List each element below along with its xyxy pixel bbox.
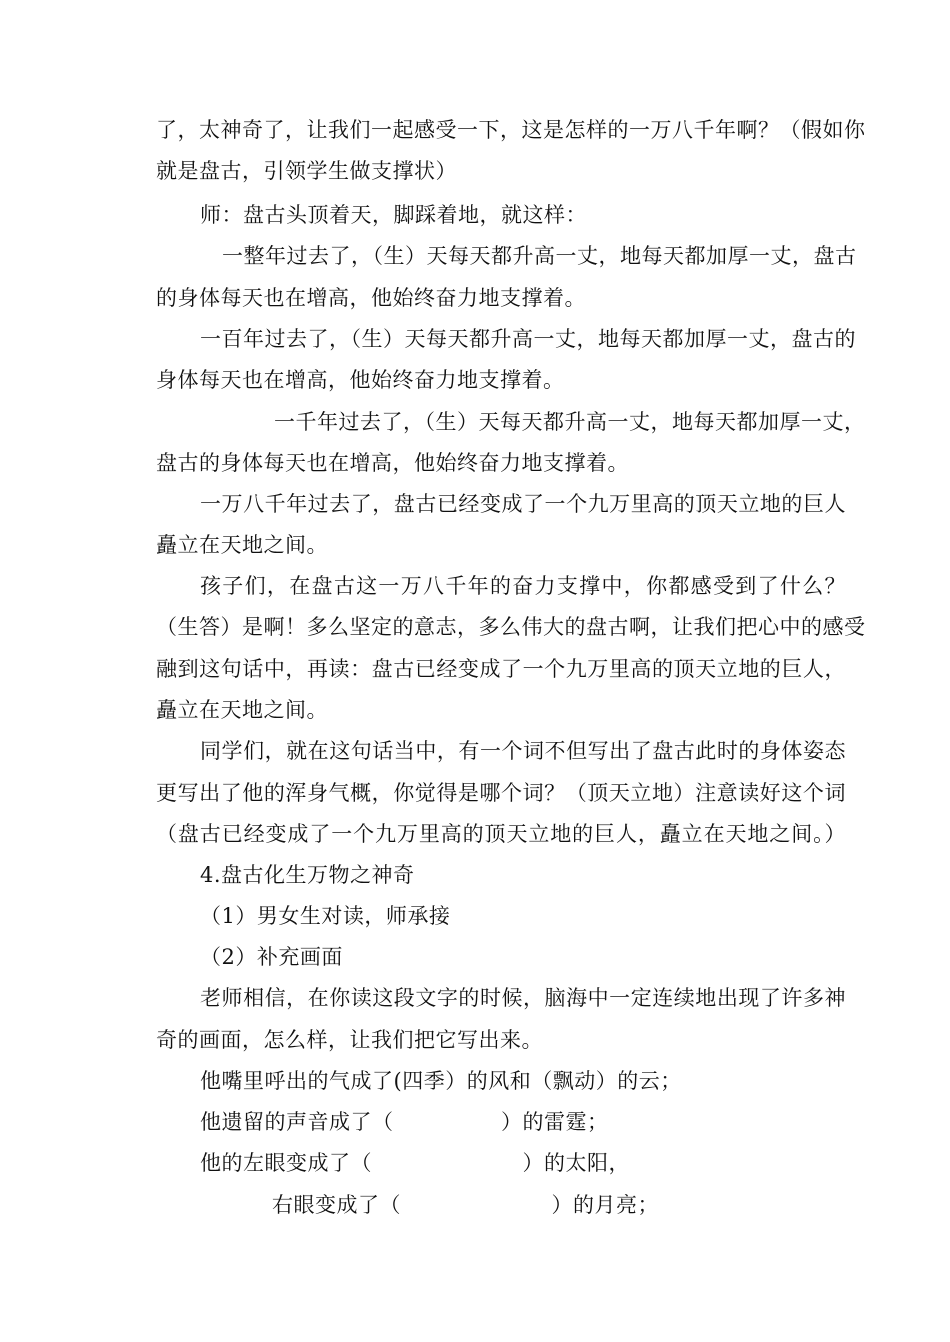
text-line: 矗立在天地之间。 xyxy=(156,533,328,557)
text-line: 一百年过去了，（生）天每天都升高一丈，地每天都加厚一丈，盘古的 xyxy=(200,327,856,351)
text-line: 一整年过去了，（生）天每天都升高一丈，地每天都加厚一丈，盘古 xyxy=(222,244,857,268)
text-line: 的身体每天也在增高，他始终奋力地支撑着。 xyxy=(156,286,586,310)
text-line: 老师相信，在你读这段文字的时候，脑海中一定连续地出现了许多神 xyxy=(200,986,846,1010)
list-item: （2）补充画面 xyxy=(200,945,343,969)
text-line: 奇的画面，怎么样，让我们把它写出来。 xyxy=(156,1028,543,1052)
list-item: （1）男女生对读，师承接 xyxy=(200,904,451,928)
text-line: 盘古的身体每天也在增高，他始终奋力地支撑着。 xyxy=(156,451,629,475)
text-line: 身体每天也在增高，他始终奋力地支撑着。 xyxy=(156,368,565,392)
text-line: （盘古已经变成了一个九万里高的顶天立地的巨人，矗立在天地之间。） xyxy=(156,822,846,846)
text-line: 他的左眼变成了（ ）的太阳， xyxy=(200,1151,630,1175)
text-line: 一千年过去了，（生）天每天都升高一丈，地每天都加厚一丈， xyxy=(274,410,866,434)
text-line: （生答）是啊！多么坚定的意志，多么伟大的盘古啊，让我们把心中的感受 xyxy=(156,615,866,639)
text-line: 一万八千年过去了，盘古已经变成了一个九万里高的顶天立地的巨人 xyxy=(200,492,846,516)
text-line: 右眼变成了（ ）的月亮； xyxy=(272,1193,659,1217)
section-heading: 4.盘古化生万物之神奇 xyxy=(200,863,415,887)
text-line: 孩子们，在盘古这一万八千年的奋力支撑中，你都感受到了什么？ xyxy=(200,574,846,598)
text-line: 同学们，就在这句话当中，有一个词不但写出了盘古此时的身体姿态 xyxy=(200,739,846,763)
text-line: 了，太神奇了，让我们一起感受一下，这是怎样的一万八千年啊？（假如你 xyxy=(156,118,866,142)
text-line: 他遗留的声音成了（ ）的雷霆； xyxy=(200,1110,609,1134)
text-line: 更写出了他的浑身气概，你觉得是哪个词？（顶天立地）注意读好这个词 xyxy=(156,781,846,805)
text-line: 师：盘古头顶着天，脚踩着地，就这样： xyxy=(200,203,587,227)
text-line: 就是盘古，引领学生做支撑状） xyxy=(156,159,457,183)
text-line: 他嘴里呼出的气成了(四季）的风和（飘动）的云； xyxy=(200,1069,682,1093)
text-line: 融到这句话中，再读：盘古已经变成了一个九万里高的顶天立地的巨人， xyxy=(156,657,846,681)
text-line: 矗立在天地之间。 xyxy=(156,698,328,722)
